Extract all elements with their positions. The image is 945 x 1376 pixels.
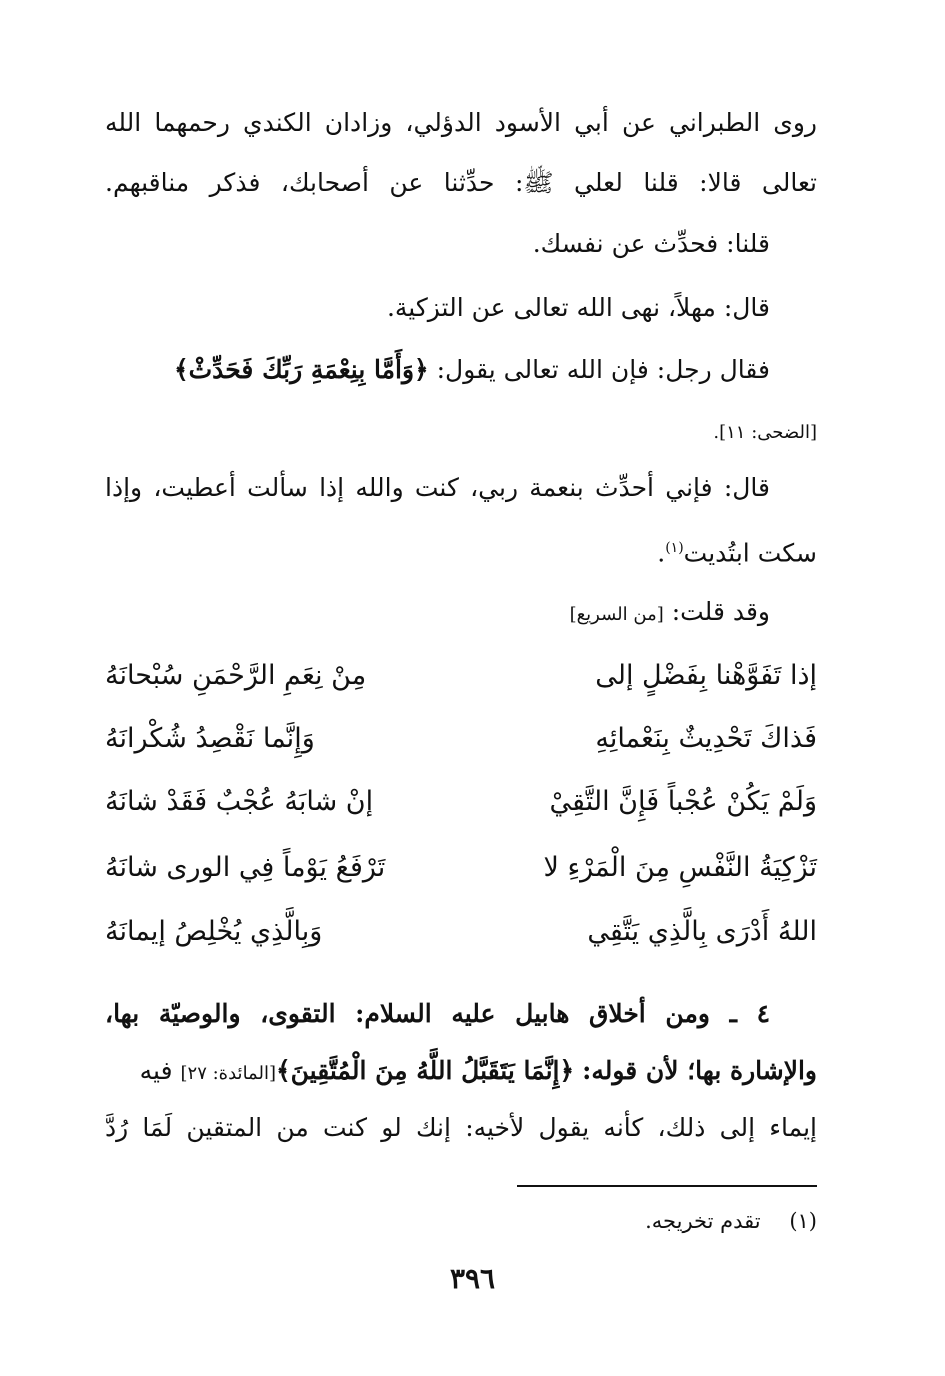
paragraph-5-text: سكت ابتُديت <box>683 538 817 568</box>
quran-verse: ﴿إِنَّمَا يَتَقَبَّلُ اللَّهُ مِنَ الْمُتَّقِينَ﴾ <box>275 1056 575 1085</box>
quran-reference: [المائدة: ٢٧] <box>180 1063 276 1084</box>
paragraph-5-end: . <box>657 538 666 568</box>
section-4-line-1: ٤ ـ ومن أخلاق هابيل عليه السلام: التقوى، والوصيّة بها، <box>105 999 770 1028</box>
paragraph-3: قال: مهلاً، نهى الله تعالى عن التزكية. <box>386 293 770 322</box>
paragraph-5-line-2 <box>105 528 817 573</box>
verse-meter: [من السريع] <box>569 604 664 625</box>
paragraph-2: قلنا: فحدِّث عن نفسك. <box>532 229 770 258</box>
section-4-line-3: إيماء إلى ذلك، كأنه يقول لأخيه: إنك لو كنت من المتقين لَمَا رُدَّ <box>105 1113 817 1142</box>
page-number: ٣٩٦ <box>449 1262 496 1295</box>
footnote-ref: (١) <box>665 540 684 556</box>
quran-reference: [الضحى: ١١]. <box>713 422 817 443</box>
poem-verse <box>105 846 817 890</box>
poem-verse <box>105 910 817 954</box>
poem-hemistich-left: وَإِنَّما نَقْصِدُ شُكْرانَهُ <box>105 723 315 754</box>
poem-hemistich-left: تَرْفَعُ يَوْماً فِي الورى شانَهُ <box>105 852 386 883</box>
paragraph-1-line-1: روى الطبراني عن أبي الأسود الدؤلي، وزادان الكندي رحمهما الله <box>105 108 817 137</box>
verse-intro-text: وقد قلت: <box>671 597 770 626</box>
footnote <box>105 1205 817 1237</box>
footnote-text: تقدم تخريجه. <box>645 1209 761 1233</box>
poem-hemistich-right: إذا تَفَوَّهْنا بِفَضْلٍ إلى <box>595 660 817 691</box>
quran-verse: ﴿وَأَمَّا بِنِعْمَةِ رَبِّكَ فَحَدِّثْ﴾ <box>173 355 429 384</box>
poem-hemistich-left: مِنْ نِعَمِ الرَّحْمَنِ سُبْحانَهُ <box>105 660 367 691</box>
poem-verse <box>105 717 817 761</box>
paragraph-4-line-1 <box>105 350 770 390</box>
footnote-number: (١) <box>789 1209 817 1233</box>
poem-hemistich-right: فَذاكَ تَحْدِيثٌ بِنَعْمائِهِ <box>595 723 817 754</box>
poem-verse <box>105 654 817 698</box>
paragraph-5-line-1: قال: فإني أحدِّث بنعمة ربي، كنت والله إذا سألت أعطيت، وإذا <box>105 473 770 502</box>
section-4-end: فيه <box>139 1056 173 1085</box>
verse-intro <box>105 592 770 635</box>
poem-hemistich-right: تَزْكِيَةُ النَّفْسِ مِنَ الْمَرْءِ لا <box>543 852 817 883</box>
section-4-text: والإشارة بها؛ لأن قوله: <box>582 1056 817 1085</box>
paragraph-1-line-2: تعالى قالا: قلنا لعلي ﷺ: حدِّثنا عن أصحابك، فذكر مناقبهم. <box>105 168 817 197</box>
poem-hemistich-right: وَلَمْ يَكُنْ عُجْباً فَإِنَّ التَّقِيْ <box>549 786 817 817</box>
paragraph-4-text: فقال رجل: فإن الله تعالى يقول: <box>436 355 770 384</box>
poem-verse <box>105 780 817 824</box>
section-4-line-2 <box>105 1051 817 1094</box>
poem-hemistich-right: اللهُ أَدْرَى بِالَّذِي يَتَّقِي <box>587 916 817 947</box>
footnote-separator <box>517 1185 817 1187</box>
poem-hemistich-left: إنْ شابَهُ عُجْبٌ فَقَدْ شانَهُ <box>105 786 374 817</box>
poem-hemistich-left: وَبِالَّذِي يُخْلِصُ إيمانَهُ <box>105 916 323 947</box>
